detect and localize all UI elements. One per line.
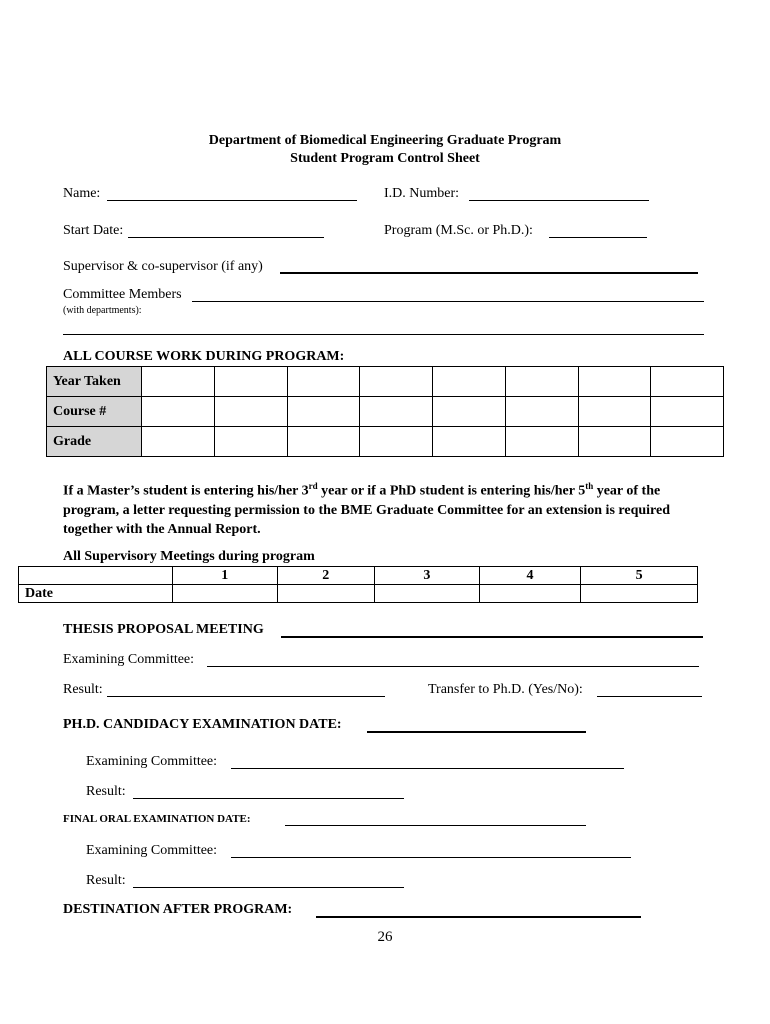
extension-note-part: year or if a PhD student is entering his/her 5 <box>317 483 586 499</box>
coursework-heading: ALL COURSE WORK DURING PROGRAM: <box>63 349 345 364</box>
thesis-committee-field[interactable] <box>207 666 699 667</box>
extension-note <box>63 477 703 539</box>
extension-note-sup: th <box>585 481 594 491</box>
thesis-result-field[interactable] <box>107 696 385 697</box>
candidacy-result-label: Result: <box>86 784 126 799</box>
table-row <box>19 567 698 585</box>
table-cell[interactable] <box>375 585 480 603</box>
candidacy-heading: PH.D. CANDIDACY EXAMINATION DATE: <box>63 717 342 732</box>
table-cell[interactable] <box>578 367 651 397</box>
table-row <box>19 585 698 603</box>
extension-note-part: year of the program, a letter requesting permission to the BME Graduate Committee for an extension is required together with the Annual Report. <box>63 483 670 537</box>
start-date-field[interactable] <box>128 237 324 238</box>
table-cell[interactable] <box>578 427 651 457</box>
meetings-table <box>18 566 698 603</box>
row-header-course: Course # <box>47 397 142 427</box>
extension-note-part: If a Master’s student is entering his/her 3 <box>63 483 309 499</box>
id-number-field[interactable] <box>469 200 649 201</box>
supervisor-label: Supervisor & co-supervisor (if any) <box>63 259 263 274</box>
table-cell[interactable] <box>360 397 433 427</box>
destination-label: DESTINATION AFTER PROGRAM: <box>63 902 293 917</box>
table-cell[interactable] <box>172 585 277 603</box>
table-cell[interactable] <box>287 367 360 397</box>
table-cell[interactable] <box>479 585 581 603</box>
table-cell[interactable] <box>277 585 375 603</box>
candidacy-committee-label: Examining Committee: <box>86 754 218 769</box>
final-oral-result-field[interactable] <box>133 887 404 888</box>
table-row <box>47 397 724 427</box>
coursework-table <box>46 366 724 457</box>
column-header: 3 <box>375 567 480 585</box>
table-cell[interactable] <box>360 367 433 397</box>
table-cell[interactable] <box>287 427 360 457</box>
form-title: Department of Biomedical Engineering Graduate Program <box>208 133 562 148</box>
table-cell[interactable] <box>433 367 506 397</box>
candidacy-result-field[interactable] <box>133 798 404 799</box>
table-row <box>47 367 724 397</box>
program-field[interactable] <box>549 237 647 238</box>
start-date-label: Start Date: <box>63 223 124 238</box>
table-cell[interactable] <box>214 427 287 457</box>
table-cell[interactable] <box>651 427 724 457</box>
thesis-heading: THESIS PROPOSAL MEETING <box>63 622 264 637</box>
final-oral-date-field[interactable] <box>285 825 586 826</box>
row-header-year-taken: Year Taken <box>47 367 142 397</box>
id-number-label: I.D. Number: <box>384 186 460 201</box>
name-field[interactable] <box>107 200 357 201</box>
row-header-date: Date <box>19 585 173 603</box>
table-cell[interactable] <box>142 367 215 397</box>
committee-members-field[interactable] <box>192 301 704 302</box>
candidacy-date-field[interactable] <box>367 731 586 733</box>
program-label: Program (M.Sc. or Ph.D.): <box>384 223 533 238</box>
column-header: 1 <box>172 567 277 585</box>
row-header-grade: Grade <box>47 427 142 457</box>
table-cell[interactable] <box>142 427 215 457</box>
candidacy-committee-field[interactable] <box>231 768 624 769</box>
table-cell[interactable] <box>214 367 287 397</box>
table-cell[interactable] <box>360 427 433 457</box>
thesis-result-label: Result: <box>63 682 103 697</box>
destination-field[interactable] <box>316 916 641 918</box>
table-cell[interactable] <box>214 397 287 427</box>
table-cell[interactable] <box>651 397 724 427</box>
committee-members-field-line2[interactable] <box>63 334 704 335</box>
form-subtitle: Student Program Control Sheet <box>290 151 480 166</box>
table-cell[interactable] <box>651 367 724 397</box>
thesis-committee-label: Examining Committee: <box>63 652 195 667</box>
committee-members-label: Committee Members <box>63 287 182 302</box>
column-header: 5 <box>581 567 698 585</box>
committee-members-note: (with departments): <box>63 305 142 316</box>
final-oral-heading: FINAL ORAL EXAMINATION DATE: <box>63 813 251 825</box>
table-cell[interactable] <box>433 397 506 427</box>
extension-note-sup: rd <box>308 481 318 491</box>
final-oral-committee-field[interactable] <box>231 857 631 858</box>
transfer-label: Transfer to Ph.D. (Yes/No): <box>428 682 583 697</box>
column-header: 4 <box>479 567 581 585</box>
table-cell[interactable] <box>578 397 651 427</box>
table-cell[interactable] <box>581 585 698 603</box>
table-cell[interactable] <box>433 427 506 457</box>
table-cell[interactable] <box>505 427 578 457</box>
final-oral-result-label: Result: <box>86 873 126 888</box>
meetings-heading: All Supervisory Meetings during program <box>63 549 315 564</box>
column-header: 2 <box>277 567 375 585</box>
table-cell[interactable] <box>142 397 215 427</box>
name-label: Name: <box>63 186 101 201</box>
table-row <box>47 427 724 457</box>
thesis-date-field[interactable] <box>281 636 703 638</box>
table-cell <box>19 567 173 585</box>
table-cell[interactable] <box>505 397 578 427</box>
table-cell[interactable] <box>505 367 578 397</box>
supervisor-field[interactable] <box>280 272 698 274</box>
final-oral-committee-label: Examining Committee: <box>86 843 218 858</box>
page-number: 26 <box>377 929 393 945</box>
transfer-field[interactable] <box>597 696 702 697</box>
table-cell[interactable] <box>287 397 360 427</box>
